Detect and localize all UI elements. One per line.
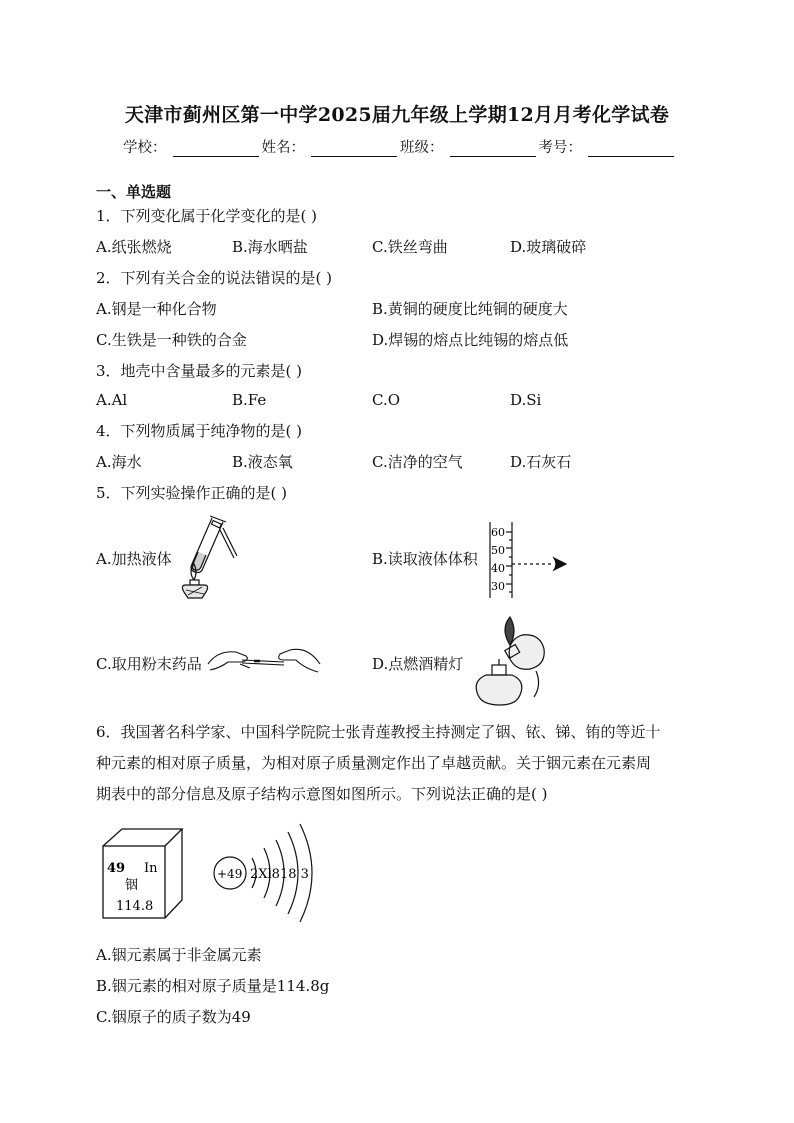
q3-option-b: B.Fe [232, 391, 267, 409]
school-label: 学校： [123, 140, 167, 156]
q2-option-a: A.钢是一种化合物 [96, 300, 217, 318]
class-blank[interactable] [450, 142, 536, 157]
q6-stem-line-3: 期表中的部分信息及原子结构示意图如图所示。下列说法正确的是( ) [96, 785, 548, 803]
q6-stem-line-1: 6．我国著名科学家、中国科学院院士张青莲教授主持测定了铟、铱、锑、铕的等近十 [96, 723, 661, 741]
element-number: 49 [107, 861, 126, 876]
electron-shells: 2Xl818 3 [250, 867, 309, 882]
q4-option-a: A.海水 [96, 453, 142, 471]
q6-option-b: B.铟元素的相对原子质量是114.8g [96, 977, 330, 995]
q6-option-a: A.铟元素属于非金属元素 [96, 946, 262, 964]
q3-option-a: A.Al [96, 391, 128, 409]
q1-option-a: A.纸张燃烧 [96, 238, 172, 256]
number-blank[interactable] [588, 142, 674, 157]
q4-option-b: B.液态氧 [232, 453, 293, 471]
q5-option-d: D.点燃酒精灯 [372, 655, 464, 673]
indium-element-card [100, 826, 186, 920]
q5-option-a: A.加热液体 [96, 550, 172, 568]
q3-option-c: C.O [372, 391, 401, 409]
question-5-stem: 5．下列实验操作正确的是( ) [96, 484, 288, 502]
heating-liquid-figure [176, 512, 242, 602]
nucleus-charge: +49 [217, 867, 243, 881]
school-blank[interactable] [173, 142, 259, 157]
element-mass: 114.8 [116, 899, 154, 914]
question-2-stem: 2．下列有关合金的说法错误的是( ) [96, 269, 333, 287]
question-4-stem: 4．下列物质属于纯净物的是( ) [96, 422, 303, 440]
q6-option-c: C.铟原子的质子数为49 [96, 1008, 251, 1026]
q3-option-d: D.Si [510, 391, 542, 409]
indium-atom-structure-diagram [208, 818, 324, 928]
class-label: 班级： [400, 140, 444, 156]
q2-option-b: B.黄铜的硬度比纯铜的硬度大 [372, 300, 568, 318]
q1-option-c: C.铁丝弯曲 [372, 238, 448, 256]
q5-option-b: B.读取液体体积 [372, 550, 478, 568]
student-info-row [123, 136, 677, 157]
q1-option-b: B.海水晒盐 [232, 238, 308, 256]
element-symbol: In [144, 861, 158, 876]
q5-option-c: C.取用粉末药品 [96, 655, 202, 673]
q1-option-d: D.玻璃破碎 [510, 238, 587, 256]
cylinder-tick-50: 50 [491, 544, 505, 557]
measuring-cylinder-figure [480, 520, 572, 600]
name-label: 姓名： [261, 140, 305, 156]
q2-option-c: C.生铁是一种铁的合金 [96, 331, 247, 349]
question-3-stem: 3．地壳中含量最多的元素是( ) [96, 362, 303, 380]
question-6-stem [96, 717, 706, 810]
cylinder-tick-40: 40 [491, 562, 505, 575]
cylinder-tick-60: 60 [491, 526, 505, 539]
q6-stem-line-2: 种元素的相对原子质量，为相对原子质量测定作出了卓越贡献。关于铟元素在元素周 [96, 754, 652, 772]
q4-option-d: D.石灰石 [510, 453, 572, 471]
exam-title: 天津市蓟州区第一中学2025届九年级上学期12月月考化学试卷 [124, 104, 670, 126]
alcohol-lamp-figure [470, 615, 556, 709]
number-label: 考号： [538, 140, 582, 156]
powder-sampling-figure [206, 640, 322, 678]
q4-option-c: C.洁净的空气 [372, 453, 463, 471]
q2-option-d: D.焊锡的熔点比纯锡的熔点低 [372, 331, 569, 349]
section-heading: 一、单选题 [96, 183, 172, 201]
name-blank[interactable] [311, 142, 397, 157]
element-name: 铟 [125, 878, 139, 893]
question-1-stem: 1．下列变化属于化学变化的是( ) [96, 207, 318, 225]
cylinder-tick-30: 30 [491, 580, 505, 593]
